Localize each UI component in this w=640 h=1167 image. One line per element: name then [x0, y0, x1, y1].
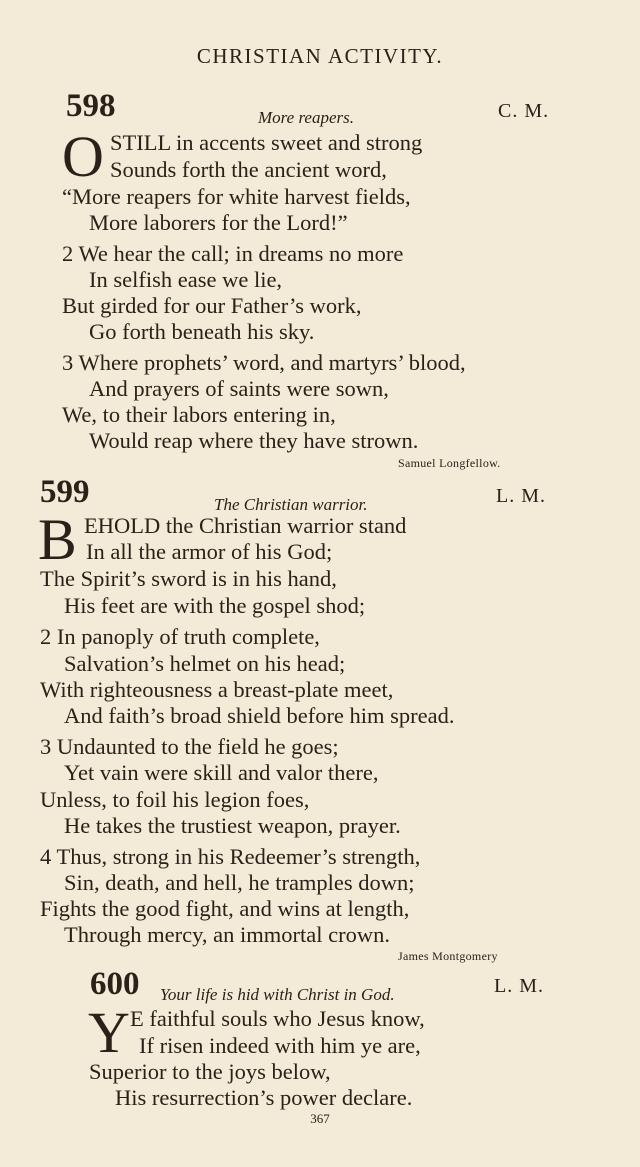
hymn-line: If risen indeed with him ye are,	[139, 1033, 421, 1058]
hymn-line: 4 Thus, strong in his Redeemer’s strength,	[40, 844, 421, 869]
hymn-line: His resurrection’s power declare.	[115, 1085, 413, 1110]
hymn-line: Unless, to foil his legion foes,	[40, 787, 310, 812]
hymn-line: More laborers for the Lord!”	[89, 210, 348, 235]
hymn-meter: L. M.	[496, 485, 546, 507]
hymn-line: “More reapers for white harvest fields,	[62, 184, 411, 209]
hymn-number: 598	[66, 88, 116, 124]
hymn-line: Yet vain were skill and valor there,	[64, 760, 379, 785]
hymn-title: Your life is hid with Christ in God.	[160, 985, 395, 1004]
hymn-line: Fights the good fight, and wins at length,	[40, 896, 410, 921]
hymn-attribution: James Montgomery	[398, 949, 498, 963]
hymn-line: 2 In panoply of truth complete,	[40, 624, 320, 649]
hymn-line: With righteousness a breast-plate meet,	[40, 677, 394, 702]
hymn-line: In all the armor of his God;	[86, 539, 333, 564]
hymn-line: 2 We hear the call; in dreams no more	[62, 241, 404, 266]
hymn-line: Sin, death, and hell, he tramples down;	[64, 870, 415, 895]
hymn-line: In selfish ease we lie,	[89, 267, 283, 292]
hymn-line: Salvation’s helmet on his head;	[64, 651, 346, 676]
hymn-line: Go forth beneath his sky.	[89, 319, 315, 344]
hymn-line: The Spirit’s sword is in his hand,	[40, 566, 337, 591]
hymn-line: EHOLD the Christian warrior stand	[84, 513, 407, 538]
hymn-number: 599	[40, 474, 90, 510]
hymn-line: Would reap where they have strown.	[89, 428, 419, 453]
hymn-line: Superior to the joys below,	[89, 1059, 331, 1084]
drop-cap: Y	[88, 1000, 130, 1065]
page-number: 367	[310, 1111, 330, 1126]
hymn-attribution: Samuel Longfellow.	[398, 456, 501, 470]
hymn-line: Sounds forth the ancient word,	[110, 157, 387, 182]
hymn-line: But girded for our Father’s work,	[62, 293, 362, 318]
hymn-line: 3 Where prophets’ word, and martyrs’ blood,	[62, 350, 466, 375]
drop-cap: O	[62, 124, 104, 189]
hymn-line: We, to their labors entering in,	[62, 402, 336, 427]
hymn-title: The Christian warrior.	[214, 495, 368, 514]
hymn-line: E faithful souls who Jesus know,	[130, 1006, 425, 1031]
hymn-meter: C. M.	[498, 100, 550, 122]
hymn-title: More reapers.	[258, 108, 354, 127]
running-head: CHRISTIAN ACTIVITY.	[196, 44, 444, 68]
drop-cap: B	[38, 507, 77, 572]
hymn-line: 3 Undaunted to the field he goes;	[40, 734, 339, 759]
hymn-line: Through mercy, an immortal crown.	[64, 922, 390, 947]
hymn-number: 600	[90, 966, 140, 1002]
hymn-meter: L. M.	[494, 975, 544, 997]
hymn-line: And prayers of saints were sown,	[89, 376, 389, 401]
hymn-line: STILL in accents sweet and strong	[110, 130, 423, 155]
hymn-line: He takes the trustiest weapon, prayer.	[64, 813, 401, 838]
hymn-line: His feet are with the gospel shod;	[64, 593, 366, 618]
hymn-line: And faith’s broad shield before him spread.	[64, 703, 455, 728]
